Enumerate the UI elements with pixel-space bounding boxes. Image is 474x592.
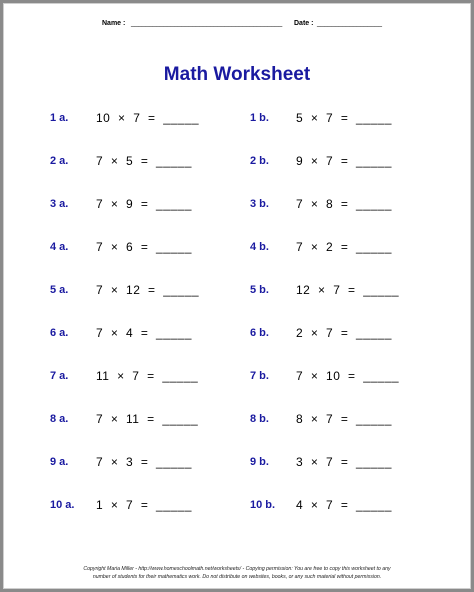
problem-4a [50, 237, 230, 257]
problem-4b [250, 237, 430, 257]
problem-number: 10 b. [250, 499, 276, 511]
problem-number: 8 a. [50, 413, 69, 425]
problem-expression: 1 × 7 = _____ [96, 498, 192, 512]
problem-7a [50, 366, 230, 386]
problem-8b [250, 409, 430, 429]
problem-9a [50, 452, 230, 472]
problem-number: 4 b. [250, 241, 269, 253]
problem-expression: 7 × 10 = _____ [296, 369, 400, 383]
problem-number: 1 a. [50, 112, 69, 124]
problem-2b [250, 151, 430, 171]
problem-number: 5 a. [50, 284, 69, 296]
problem-number: 10 a. [50, 499, 75, 511]
problem-expression: 9 × 7 = _____ [296, 154, 392, 168]
problem-2a [50, 151, 230, 171]
name-label: Name : [102, 20, 126, 27]
problem-number: 6 a. [50, 327, 69, 339]
problem-10a [50, 495, 230, 515]
problem-9b [250, 452, 430, 472]
date-label: Date : [294, 20, 314, 27]
problem-number: 2 b. [250, 155, 269, 167]
problem-expression: 7 × 5 = _____ [96, 154, 192, 168]
footer-line-2: number of students for their mathematics work. Do not distribute on websites, books, or any such material without permission. [92, 574, 382, 580]
problem-expression: 7 × 11 = _____ [96, 412, 199, 426]
problem-expression: 7 × 3 = _____ [96, 455, 192, 469]
problem-8a [50, 409, 230, 429]
problem-1b [250, 108, 430, 128]
problem-5b [250, 280, 430, 300]
page-title: Math Worksheet [163, 64, 311, 85]
problem-expression: 4 × 7 = _____ [296, 498, 392, 512]
problem-expression: 7 × 6 = _____ [96, 240, 192, 254]
problem-expression: 12 × 7 = _____ [296, 283, 400, 297]
problem-6b [250, 323, 430, 343]
problem-number: 3 b. [250, 198, 269, 210]
problem-number: 7 a. [50, 370, 69, 382]
problem-expression: 3 × 7 = _____ [296, 455, 392, 469]
problem-expression: 8 × 7 = _____ [296, 412, 392, 426]
problem-7b [250, 366, 430, 386]
problem-5a [50, 280, 230, 300]
problem-number: 9 a. [50, 456, 69, 468]
worksheet-page [3, 3, 471, 589]
problem-6a [50, 323, 230, 343]
problem-3a [50, 194, 230, 214]
copyright-footer [4, 565, 470, 581]
problem-3b [250, 194, 430, 214]
problem-1a [50, 108, 230, 128]
problem-expression: 11 × 7 = _____ [96, 369, 199, 383]
footer-line-1: Copyright Maria Miller - http://www.homeschoolmath.net/worksheets/ - Copying permission: You are free to copy this worksheet to any [83, 566, 391, 572]
problem-number: 1 b. [250, 112, 269, 124]
problem-expression: 7 × 4 = _____ [96, 326, 192, 340]
name-field-line: __________________________________________ [131, 20, 282, 27]
problem-number: 4 a. [50, 241, 69, 253]
problem-number: 5 b. [250, 284, 269, 296]
problem-number: 9 b. [250, 456, 269, 468]
problem-10b [250, 495, 430, 515]
date-field-line: __________________ [317, 20, 382, 27]
problem-expression: 7 × 2 = _____ [296, 240, 392, 254]
problem-expression: 7 × 12 = _____ [96, 283, 200, 297]
problem-number: 3 a. [50, 198, 69, 210]
problem-expression: 2 × 7 = _____ [296, 326, 392, 340]
problem-expression: 7 × 9 = _____ [96, 197, 192, 211]
problem-expression: 10 × 7 = _____ [96, 111, 200, 125]
problem-expression: 5 × 7 = _____ [296, 111, 392, 125]
problem-number: 7 b. [250, 370, 269, 382]
problem-expression: 7 × 8 = _____ [296, 197, 392, 211]
problem-number: 8 b. [250, 413, 269, 425]
problem-number: 6 b. [250, 327, 269, 339]
problem-number: 2 a. [50, 155, 69, 167]
